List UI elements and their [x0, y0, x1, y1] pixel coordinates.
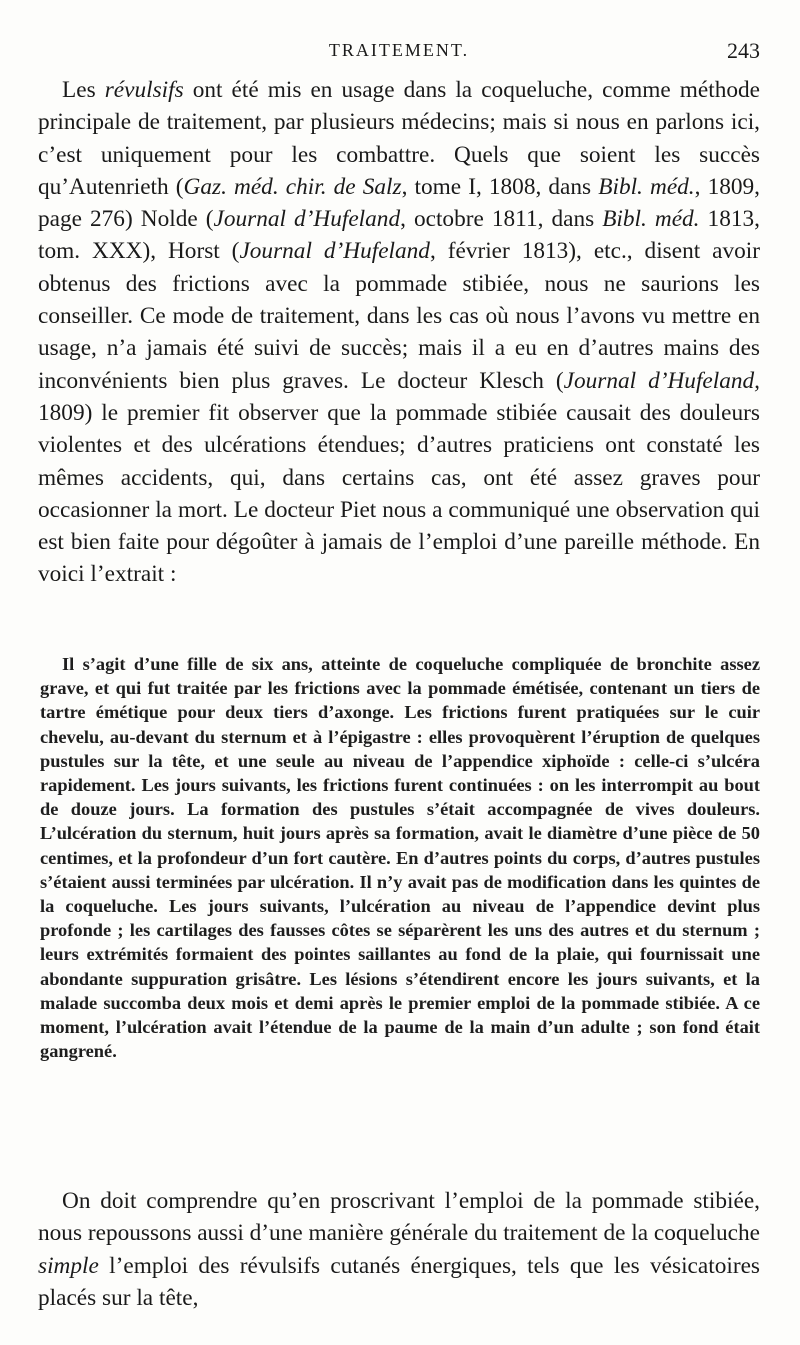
- case-observation-extract: [40, 652, 760, 1063]
- running-title: TRAITEMENT.: [328, 40, 470, 60]
- text-segment: 1813, tom. XXX), Horst (: [38, 206, 760, 265]
- text-segment: , tome I, 1808, dans: [401, 173, 599, 200]
- text-segment: On doit comprendre qu’en proscrivant l’emploi de la pommade stibiée, nous repoussons aussi d’une manière générale du traitement de la coqueluche: [38, 1188, 760, 1247]
- page-number: 243: [727, 38, 760, 63]
- text-segment: Il s’agit d’une fille de six ans, atteinte de coqueluche compliquée de bronchite assez grave, et qui fut traitée par les frictions avec la pommade émétisée, contenant un tiers de tartre émétique pour deux tiers d’axonge. Les frictions furent pratiquées sur le cuir chevelu, au-devant du sternum et à l’épigastre : elles provoquèrent l’éruption de quelques pustules sur la tête, et une seule au niveau de l’appendice xiphoïde : celle-ci s’ulcéra rapidement. Les jours suivants, les frictions furent continuées : on les interrompit au bout de douze jours. La formation des pustules s’était accompagnée de vives douleurs. L’ulcération du sternum, huit jours après sa formation, avait le diamètre d’une pièce de 50 centimes, et la profondeur d’un fort cautère. En d’autres points du corps, d’autres pustules s’étaient aussi terminées par ulcération. Il n’y avait pas de modification dans les quintes de la coqueluche. Les jours suivants, l’ulcération au niveau de l’appendice devint plus profonde ; les cartilages des fausses côtes se séparèrent les uns des autres et du sternum ; leurs extrémités formaient des pointes saillantes au fond de la plaie, qui fournissait une abondante suppuration grisâtre. Les lésions s’étendirent encore les jours suivants, et la malade succomba deux mois et demi après le premier emploi de la pommade stibiée. A ce moment, l’ulcération avait l’étendue de la paume de la main d’un adulte ; son fond était gangrené.: [40, 654, 760, 1062]
- italic-segment: Gaz. méd. chir. de Salz: [183, 173, 402, 200]
- page-header: [38, 40, 760, 70]
- italic-segment: Bibl. méd.: [598, 173, 695, 200]
- italic-segment: Journal d’Hufeland: [213, 206, 401, 233]
- paragraph-text: [38, 1185, 760, 1314]
- text-segment: 1809) le premier fit observer que la pommade stibiée causait des douleurs violentes et des ulcérations étendues; d’autres praticiens ont constaté les mêmes accidents, qui, dans certains cas, ont été assez graves pour occasionner la mort. Le docteur Piet nous a communiqué une observation qui est bien faite pour dégoûter à jamais de l’emploi d’une pareille méthode. En voici l’extrait :: [38, 399, 760, 588]
- italic-segment: Journal d’Hufeland,: [563, 367, 760, 394]
- paragraph-revulsifs: [38, 74, 760, 591]
- text-segment: ont été mis en usage dans la coqueluche, comme méthode principale de traitement, par plusieurs médecins; mais si nous en parlons ici, c’est uniquement pour les combattre. Quels que soient les succès qu’Autenrieth (: [38, 77, 760, 200]
- paragraph-text: [38, 74, 760, 591]
- observation-text: [40, 652, 760, 1063]
- italic-segment: Bibl. méd.: [602, 206, 700, 233]
- italic-segment: simple: [38, 1252, 99, 1279]
- text-segment: , octobre 1811, dans: [400, 206, 603, 233]
- italic-segment: Journal d’Hufeland: [239, 238, 430, 265]
- text-segment: , février 1813), etc., disent avoir obtenus des frictions avec la pommade stibiée, nous ne saurions les conseiller. Ce mode de traitement, dans les cas où nous l’avons vu mettre en usage, n’a jamais été suivi de succès; mais il a eu en d’autres mains des inconvénients bien plus graves. Le docteur Klesch (: [38, 238, 760, 394]
- text-segment: , 1809, page 276) Nolde (: [38, 173, 760, 233]
- text-segment: Les: [62, 77, 105, 103]
- text-segment: l’emploi des révulsifs cutanés énergiques, tels que les vésicatoires placés sur la tête,: [38, 1252, 760, 1311]
- italic-segment: révulsifs: [104, 77, 184, 103]
- paragraph-conclusion: [38, 1185, 760, 1314]
